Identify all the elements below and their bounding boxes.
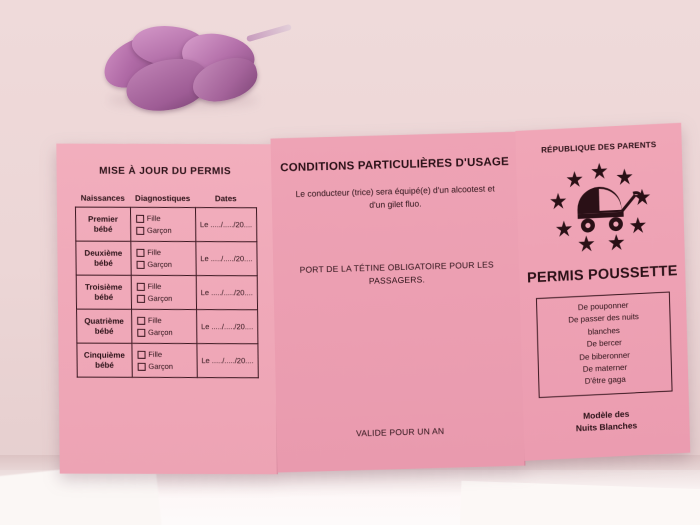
leaflet-left-panel [56, 144, 277, 475]
issuing-authority: RÉPUBLIQUE DES PARENTS [540, 140, 657, 155]
table-row [77, 343, 258, 378]
checkbox-fille[interactable] [137, 316, 194, 325]
checkbox-icon[interactable] [137, 362, 145, 370]
pacifier-rule-paragraph: PORT DE LA TÉTINE OBLIGATOIRE POUR LES PASSAGERS. [299, 259, 494, 287]
checkbox-label: Garçon [146, 225, 172, 235]
rights-item: De bercer [586, 338, 622, 349]
row-label: Troisième bébé [76, 275, 131, 309]
checkbox-label: Garçon [147, 259, 172, 269]
checkbox-fille[interactable] [136, 214, 193, 223]
checkbox-label: Fille [147, 315, 162, 325]
checkbox-fille[interactable] [137, 350, 194, 359]
checkbox-garcon[interactable] [136, 260, 193, 269]
rights-list [536, 292, 673, 398]
checkbox-icon[interactable] [137, 294, 145, 302]
left-panel-title: MISE À JOUR DU PERMIS [99, 165, 232, 178]
checkbox-fille[interactable] [137, 282, 194, 291]
row-label: Deuxième bébé [76, 241, 131, 275]
rights-item: D'être gaga [584, 375, 626, 387]
checkbox-garcon[interactable] [136, 226, 193, 235]
leaflet-right-panel [515, 123, 690, 461]
checkbox-icon[interactable] [136, 260, 144, 268]
row-label: Premier bébé [75, 207, 130, 241]
births-table [75, 192, 259, 379]
usage-condition-paragraph: Le conducteur (trice) sera équipé(e) d'un alcootest et d'un gilet fluo. [295, 183, 495, 210]
checkbox-fille[interactable] [136, 248, 193, 257]
table-row [76, 241, 257, 276]
row-date-field[interactable]: Le ...../...../20.... [197, 344, 259, 378]
checkbox-label: Garçon [148, 361, 174, 371]
permis-poussette-leaflet [32, 125, 677, 483]
rights-item: De pouponner [577, 300, 629, 313]
model-line-2: Nuits Blanches [575, 420, 638, 434]
row-label: Cinquième bébé [77, 343, 132, 377]
middle-panel-title: CONDITIONS PARTICULIÈRES D'USAGE [280, 155, 510, 175]
checkbox-garcon[interactable] [137, 362, 194, 371]
column-header-diagnostiques: Diagnostiques [135, 193, 191, 204]
row-diagnostics [131, 241, 196, 275]
row-date-field[interactable]: Le ...../...../20.... [196, 310, 258, 344]
checkbox-label: Fille [147, 281, 162, 291]
checkbox-label: Fille [146, 213, 161, 223]
checkbox-label: Garçon [147, 327, 173, 337]
leaflet-middle-panel [271, 132, 526, 473]
table-row [76, 275, 257, 310]
permit-title: PERMIS POUSSETTE [526, 263, 678, 287]
checkbox-label: Garçon [147, 293, 173, 303]
table-row [77, 309, 258, 344]
row-diagnostics [131, 275, 196, 309]
row-diagnostics [132, 343, 197, 377]
flower-stem [246, 24, 292, 42]
model-line-1: Modèle des [582, 408, 630, 421]
pram-with-stars-emblem [544, 158, 656, 255]
rights-item: De materner [582, 362, 628, 374]
checkbox-garcon[interactable] [137, 294, 194, 303]
row-date-field[interactable]: Le ...../...../20.... [196, 276, 258, 310]
white-corner-right [459, 481, 700, 525]
checkbox-icon[interactable] [136, 214, 144, 222]
checkbox-icon[interactable] [137, 350, 145, 358]
rights-item: blanches [587, 325, 621, 337]
column-header-naissances: Naissances [80, 193, 125, 203]
rights-item: De biberonner [579, 350, 631, 362]
validity-text: VALIDE POUR UN AN [355, 425, 445, 439]
checkbox-garcon[interactable] [137, 328, 194, 337]
rights-item: De passer des nuits [568, 312, 639, 325]
checkbox-icon[interactable] [136, 248, 144, 256]
checkbox-label: Fille [148, 349, 163, 359]
dried-flower [96, 24, 286, 114]
checkbox-icon[interactable] [137, 316, 145, 324]
table-row [75, 207, 256, 242]
checkbox-icon[interactable] [137, 282, 145, 290]
column-header-dates: Dates [214, 194, 237, 204]
model-label [523, 405, 690, 438]
row-diagnostics [131, 309, 196, 343]
table-header-row [75, 192, 256, 208]
row-label: Quatrième bébé [77, 309, 132, 343]
row-date-field[interactable]: Le ...../...../20.... [196, 242, 258, 276]
checkbox-icon[interactable] [137, 328, 145, 336]
row-diagnostics [130, 207, 195, 241]
checkbox-label: Fille [147, 247, 162, 257]
checkbox-icon[interactable] [136, 226, 144, 234]
row-date-field[interactable]: Le ...../...../20.... [195, 208, 257, 242]
